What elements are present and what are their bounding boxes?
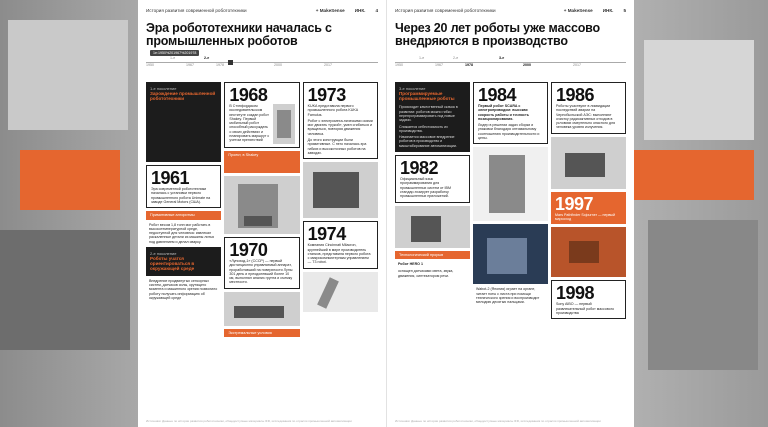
- generation-label: 1-е поколение: [150, 86, 177, 91]
- running-title: История развития современной робототехники: [146, 7, 247, 13]
- timeline-marker: [228, 60, 233, 65]
- category-band: Проект, в Shakey: [224, 151, 299, 173]
- year-1997-card: [551, 192, 626, 225]
- year-label: 1986: [556, 85, 595, 105]
- generation-title: Роботы учатся ориентироваться в окружающей среде: [150, 256, 195, 272]
- generation-2-card: [146, 247, 221, 276]
- category-band: Примитивные алгоритмы: [146, 211, 221, 219]
- timeline-label: 1-е: [419, 56, 425, 60]
- page-number: 5: [623, 7, 626, 13]
- year-label: 1970: [229, 240, 268, 260]
- year-text: Wabot-2 (Япония) играет на органе, читает ноты с листа при помощи технического зрения и воспроизводит мелодию десятью пальцами.: [476, 287, 540, 305]
- timeline-tick: 2017: [324, 63, 332, 67]
- year-label: 1982: [400, 158, 439, 179]
- column-3: [551, 82, 626, 413]
- timeline-label: 2-е: [204, 56, 210, 60]
- year-1986-card: [551, 82, 626, 134]
- scara-photo: [473, 147, 548, 221]
- timeline-tick: 1978: [216, 63, 224, 67]
- timeline-label: 3-е: [499, 56, 505, 60]
- year-text: Лидер в решении задач сборки и упаковки благодаря оптимальному соотношению производительности и цены.: [478, 123, 540, 141]
- timeline: [395, 50, 626, 72]
- year-text: Робот весом 1,8 тонн мог работать в высокотемпературной среде, недоступной для человека: извлекал раскаленные детали из машины литья под давлением и делал сварку.: [149, 222, 214, 244]
- generation-text: Снижается себестоимость их производства.: [399, 124, 448, 133]
- year-1968-card: [224, 82, 299, 148]
- year-text: Компания Cincinnati Milacron, крупнейший в мире производитель станков, представила первого робота с микрокомпьютерным управлением — T3 robot.: [307, 243, 371, 265]
- left-page: [138, 0, 386, 427]
- year-text: Первый робот SCARA с электроприводом: высокая скорость работы и точность позиционирования.: [478, 104, 529, 121]
- year-text: Sony AIBO — первый развлекательный робот массового производства: [556, 302, 614, 315]
- footnote: Источники: Данные по истории развития робототехники, общедоступные материалы IFR, исследования по отрасли промышленной автоматизации: [146, 419, 352, 424]
- generation-title: Зарождение промышленной робототехники: [150, 91, 216, 102]
- timeline-label: 1-е: [170, 56, 176, 60]
- year-1973-card: [303, 82, 378, 159]
- timeline-tick: 1967: [186, 63, 194, 67]
- year-text: До этого конструкции были примитивные. С него началась эра гибких и высокоточных роботов на заводах.: [307, 138, 367, 155]
- category-band: Технологический прорыв: [395, 251, 470, 259]
- t3-robot-photo: [303, 272, 378, 312]
- year-label: 1998: [556, 283, 595, 304]
- year-1974-card: [303, 221, 378, 268]
- hero1-photo: [395, 206, 470, 248]
- timeline-tick: 1967: [435, 63, 443, 67]
- category-band: Экстремальные условия: [224, 329, 299, 337]
- page-title: Через 20 лет роботы уже массово внедряются в производство: [395, 21, 600, 48]
- generation-1-card: [146, 82, 221, 162]
- timeline-tick: 1950: [395, 63, 403, 67]
- background-right: [634, 0, 768, 427]
- robot-photo: [273, 104, 295, 144]
- timeline-tick: 1950: [146, 63, 154, 67]
- timeline: [146, 50, 378, 72]
- shakey-photo: [224, 176, 299, 234]
- year-text: «Луноход-1» (СССР) — первый дистанционно управляемый аппарат, проработавший на поверхности Луны 301 день и преодолевший более 10 км, выполнял анализ грунта и съемку местности.: [229, 259, 293, 285]
- pathfinder-photo: [551, 227, 626, 277]
- year-1982-card: [395, 155, 470, 202]
- background-left: [0, 0, 138, 427]
- column-2: [224, 82, 299, 413]
- generation-text: Происходит качественный скачок в развитии: роботов можно гибко перепрограммировать под новые задачи.: [399, 105, 458, 123]
- generation-title: Программируемые промышленные роботы: [399, 91, 455, 102]
- column-2: [473, 82, 548, 413]
- year-text: оснащен датчиками света, звука, движения, синтезатором речи.: [398, 269, 454, 278]
- column-1: [146, 82, 221, 413]
- year-text: Робот с электромеха-ническими осями мог двигать «рукой», умел сгибаться и вращаться, повторяя движения человека.: [307, 118, 373, 136]
- document-spread: [138, 0, 634, 427]
- kuka-photo: [303, 162, 378, 218]
- column-1: [395, 82, 470, 413]
- footnote: Источники: Данные по истории развития робототехники, общедоступные материалы IFR, исследования по отрасли промышленной автоматизации: [395, 419, 601, 424]
- column-3: [303, 82, 378, 413]
- year-1984-card: [473, 82, 548, 144]
- year-label: 1961: [151, 168, 190, 188]
- page-number: 4: [375, 7, 378, 13]
- page-title: Эра робототехники началась с промышленных роботов: [146, 21, 332, 48]
- brand-logo-2: ИНК.: [602, 7, 614, 13]
- year-label: 1997: [555, 193, 594, 214]
- brand-logo: + MakeSense: [315, 7, 345, 13]
- right-page: [386, 0, 634, 427]
- timeline-chip: 1е:1950%201967%201978: [150, 50, 199, 56]
- year-label: 1973: [307, 85, 346, 105]
- brand-logo-2: ИНК.: [354, 7, 366, 13]
- generation-text: Внедрение продвинутых сенсорных систем, датчиков силы, крутящего момента и машинного зрения позволило роботу получать информацию об окружающей среде: [149, 278, 218, 300]
- brand-logo: + MakeSense: [563, 7, 593, 13]
- timeline-label: 2-е: [453, 56, 459, 60]
- year-1970-card: [224, 237, 299, 289]
- timeline-tick: 1978: [465, 63, 473, 67]
- page-header: [146, 6, 378, 14]
- chernobyl-robot-photo: [551, 137, 626, 189]
- robot-name: Робот HERO 1: [398, 261, 423, 266]
- generation-3-card: [395, 82, 470, 152]
- year-text: Mars Pathfinder Sojourner — первый марсоход: [555, 212, 615, 222]
- year-text: Эра современной робототехники началась с установки первого промышленного робота Unimate на заводе General Motors (США).: [151, 187, 211, 204]
- lunokhod-photo: [224, 292, 299, 326]
- year-text: Официальный язык программирования для промышленных систем от IBM стандар-тизирует разработку промышленных приложений.: [400, 177, 451, 199]
- timeline-tick: 2000: [274, 63, 282, 67]
- year-text: Роботы участвуют в ликвидации последствий аварии на Чернобыльской АЭС: выполняют очистку радиоактивных отходов в условиях смертельно опасного для человека уровня излучения.: [556, 104, 616, 130]
- page-header: [395, 6, 626, 14]
- generation-label: 2-е поколение: [150, 251, 177, 257]
- timeline-tick: 2000: [523, 63, 531, 67]
- year-1998-card: [551, 280, 626, 319]
- year-1961-card: [146, 165, 221, 208]
- year-label: 1968: [229, 85, 268, 105]
- year-label: 1974: [307, 224, 346, 245]
- year-text: KUKA представила первого промышленного робота KUKA Famulus.: [307, 104, 358, 117]
- timeline-tick: 2017: [573, 63, 581, 67]
- year-label: 1984: [478, 85, 517, 105]
- year-text: В Стэнфордском исследовательском институте создан робот Shakey. Первый мобильный робот способный рассуждать о своих действиях и планировать маршрут с учетом препятствий: [229, 104, 270, 143]
- running-title: История развития современной робототехники: [395, 7, 496, 13]
- wabot-photo: [473, 224, 548, 284]
- generation-text: Начинается массовое внедрение роботов в производство и масштабирование автоматизации.: [399, 135, 457, 148]
- generation-label: 3-е поколение: [399, 86, 426, 91]
